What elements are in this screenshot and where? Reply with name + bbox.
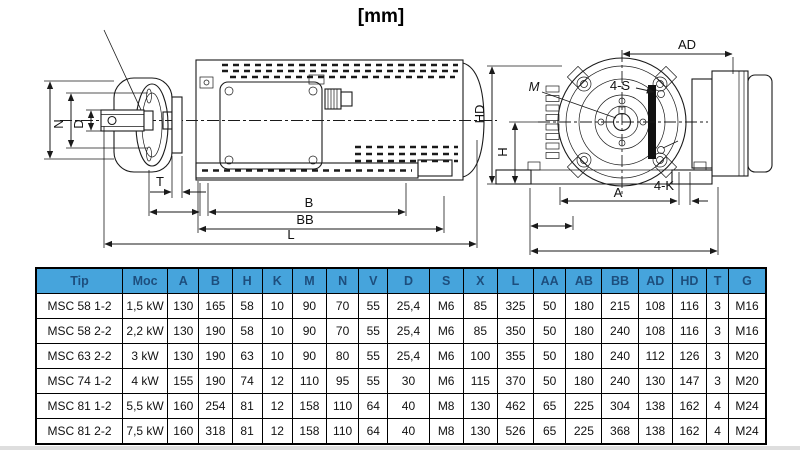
value-cell: 180 [566,344,602,369]
column-header-b: B [199,268,232,294]
value-cell: 116 [672,319,706,344]
value-cell: 325 [497,294,533,319]
column-header-v: V [359,268,388,294]
value-cell: 58 [232,319,262,344]
column-header-m: M [292,268,326,294]
value-cell: 65 [534,419,566,445]
front-view [496,50,772,205]
value-cell: 81 [232,394,262,419]
value-cell: 110 [327,394,359,419]
value-cell: 55 [359,369,388,394]
value-cell: 526 [497,419,533,445]
value-cell: 74 [232,369,262,394]
dim-label-n: N [51,119,66,129]
value-cell: 138 [638,419,672,445]
column-header-d: D [388,268,429,294]
value-cell: 304 [602,394,638,419]
value-cell: M6 [429,319,463,344]
value-cell: 108 [638,294,672,319]
value-cell: 147 [672,369,706,394]
value-cell: 55 [359,344,388,369]
value-cell: 158 [292,419,326,445]
value-cell: 3 [706,294,728,319]
value-cell: 81 [232,419,262,445]
value-cell: 370 [497,369,533,394]
dim-label-b: B [304,195,314,210]
value-cell: 64 [359,394,388,419]
value-cell: 160 [168,394,199,419]
value-cell: 162 [672,419,706,445]
value-cell: 115 [463,369,497,394]
value-cell: 180 [566,294,602,319]
value-cell: 240 [602,344,638,369]
value-cell: 3 [706,344,728,369]
screenshot-bottom-edge [0,446,800,450]
value-cell: 225 [566,394,602,419]
value-cell: 25,4 [388,344,429,369]
value-cell: 225 [566,419,602,445]
value-cell: 130 [168,319,199,344]
side-view [60,30,497,180]
column-header-l: L [497,268,533,294]
column-header-a: A [168,268,199,294]
value-cell: 165 [199,294,232,319]
value-cell: 318 [199,419,232,445]
column-header-g: G [729,268,766,294]
value-cell: 40 [388,419,429,445]
value-cell: 158 [292,394,326,419]
value-cell: M6 [429,369,463,394]
column-header-k: K [262,268,292,294]
value-cell: 110 [327,419,359,445]
value-cell: 25,4 [388,294,429,319]
dim-label-t: T [156,174,164,189]
value-cell: 155 [168,369,199,394]
column-header-n: N [327,268,359,294]
value-cell: 40 [388,394,429,419]
dim-label-h: H [495,147,510,157]
dim-label-m: M [528,79,540,94]
value-cell: 7,5 kW [122,419,167,445]
column-header-t: T [706,268,728,294]
column-header-aa: AA [534,268,566,294]
value-cell: 130 [638,369,672,394]
value-cell: 90 [292,294,326,319]
model-cell: MSC 74 1-2 [36,369,122,394]
value-cell: 190 [199,319,232,344]
value-cell: 70 [327,319,359,344]
table-row [36,319,766,344]
value-cell: 12 [262,419,292,445]
value-cell: 108 [638,319,672,344]
dim-label-l: L [287,227,295,242]
value-cell: 240 [602,369,638,394]
value-cell: 63 [232,344,262,369]
model-cell: MSC 58 1-2 [36,294,122,319]
value-cell: 110 [292,369,326,394]
value-cell: M16 [729,294,766,319]
value-cell: 12 [262,394,292,419]
value-cell: 126 [672,344,706,369]
table-row [36,419,766,445]
value-cell: 10 [262,294,292,319]
value-cell: 12 [262,369,292,394]
table-row [36,369,766,394]
header-row [36,268,766,294]
value-cell: M16 [729,319,766,344]
model-cell: MSC 58 2-2 [36,319,122,344]
dim-label-4k: 4-K [653,178,675,193]
value-cell: 50 [534,294,566,319]
value-cell: 162 [672,394,706,419]
value-cell: 58 [232,294,262,319]
value-cell: 90 [292,319,326,344]
column-header-tip: Tip [36,268,122,294]
side-view-dimensions [44,81,477,248]
dim-label-a: A [613,185,623,200]
column-header-h: H [232,268,262,294]
value-cell: 4 kW [122,369,167,394]
value-cell: 355 [497,344,533,369]
value-cell: M24 [729,419,766,445]
value-cell: M20 [729,369,766,394]
value-cell: 4 [706,394,728,419]
value-cell: 25,4 [388,319,429,344]
table-row [36,294,766,319]
column-header-bb: BB [602,268,638,294]
value-cell: 64 [359,419,388,445]
value-cell: 85 [463,319,497,344]
value-cell: 50 [534,319,566,344]
model-cell: MSC 81 2-2 [36,419,122,445]
value-cell: 50 [534,369,566,394]
model-cell: MSC 63 2-2 [36,344,122,369]
value-cell: 2,2 kW [122,319,167,344]
value-cell: 55 [359,319,388,344]
value-cell: 180 [566,369,602,394]
dim-label-bb: BB [296,212,314,227]
value-cell: 130 [463,394,497,419]
value-cell: M24 [729,394,766,419]
value-cell: 112 [638,344,672,369]
value-cell: 350 [497,319,533,344]
value-cell: M6 [429,294,463,319]
value-cell: 368 [602,419,638,445]
value-cell: 5,5 kW [122,394,167,419]
value-cell: 116 [672,294,706,319]
value-cell: 138 [638,394,672,419]
column-header-ab: AB [566,268,602,294]
value-cell: 50 [534,344,566,369]
value-cell: 10 [262,344,292,369]
value-cell: 215 [602,294,638,319]
value-cell: 10 [262,319,292,344]
value-cell: 80 [327,344,359,369]
units-title: [mm] [357,6,405,27]
value-cell: 100 [463,344,497,369]
dim-label-ad: AD [677,37,697,52]
table-row [36,394,766,419]
value-cell: 160 [168,419,199,445]
value-cell: 190 [199,369,232,394]
column-header-moc: Moc [122,268,167,294]
value-cell: 85 [463,294,497,319]
value-cell: 254 [199,394,232,419]
value-cell: 180 [566,319,602,344]
model-cell: MSC 81 1-2 [36,394,122,419]
value-cell: 90 [292,344,326,369]
column-header-x: X [463,268,497,294]
dim-label-d: D [71,119,86,129]
value-cell: 30 [388,369,429,394]
value-cell: 462 [497,394,533,419]
value-cell: 130 [168,344,199,369]
value-cell: 4 [706,419,728,445]
value-cell: M8 [429,419,463,445]
value-cell: 70 [327,294,359,319]
column-header-hd: HD [672,268,706,294]
value-cell: M20 [729,344,766,369]
dimension-spec-table [35,267,767,445]
value-cell: 130 [463,419,497,445]
column-header-s: S [429,268,463,294]
value-cell: M6 [429,344,463,369]
column-header-ad: AD [638,268,672,294]
value-cell: 65 [534,394,566,419]
dim-label-4s: 4-S [609,78,631,93]
value-cell: 130 [168,294,199,319]
value-cell: M8 [429,394,463,419]
value-cell: 55 [359,294,388,319]
dim-label-hd: HD [472,104,487,124]
value-cell: 3 [706,319,728,344]
value-cell: 240 [602,319,638,344]
value-cell: 3 kW [122,344,167,369]
value-cell: 1,5 kW [122,294,167,319]
table-row [36,344,766,369]
value-cell: 190 [199,344,232,369]
value-cell: 95 [327,369,359,394]
value-cell: 3 [706,369,728,394]
